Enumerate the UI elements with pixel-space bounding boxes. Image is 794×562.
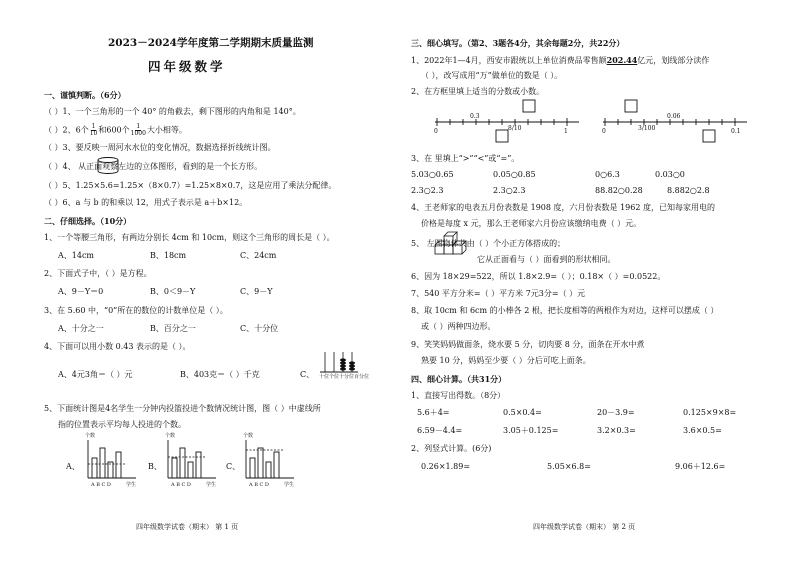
section-1-heading: 一、谨慎判断。（6分）: [44, 90, 126, 100]
choice-q1: 1、一个等腰三角形，有两边分别长 4cm 和 10cm，则这个三角形的周长是（ ）。: [44, 233, 335, 242]
section-4-heading: 四、细心计算。（共31分）: [411, 374, 507, 384]
number-line-2: [601, 98, 751, 146]
chart-c-xlabel: 学生: [284, 482, 295, 488]
fill-q2: 2、在方框里填上适当的分数或小数。: [411, 87, 545, 96]
chart-a-xcats: A B C D: [91, 482, 111, 488]
nl1-label-1: 1: [564, 128, 568, 135]
nl2-label-3-100: 3/100: [638, 125, 656, 132]
exam-subtitle: 四年级数学: [148, 59, 226, 74]
calc-r2-3: 3.2×0.3=: [597, 426, 636, 435]
fill-q5-line2: 它从正面看与（ ）面看到的形状相同。: [477, 255, 616, 264]
calc-r3-2: 5.05×6.8=: [547, 462, 591, 471]
section-3-heading: 三、细心填写。（第2、3题各4分，其余每题2分，共22分）: [411, 38, 625, 48]
calc-r1-3: 20－3.9=: [597, 408, 635, 417]
chart-c-ylabel: 个数: [243, 433, 254, 439]
chart-b-xlabel: 学生: [206, 482, 217, 488]
choice-q2-opt-c: C、9－Y: [240, 287, 273, 296]
calc-r1-1: 5.6＋4=: [417, 408, 450, 417]
fill-q9-line1: 9、笑笑妈妈做面条，烧水要 5 分，切肉要 8 分，面条在开水中煮: [411, 340, 645, 349]
fill-q4-line1: 4、王老师家的电表五月份表数是 1908 度，六月份表数是 1962 度，已知每家用电的: [411, 203, 715, 212]
nl1-label-0: 0: [434, 128, 438, 135]
calc-r1-4: 0.125×9×8=: [683, 408, 737, 417]
section-2-heading: 二、仔细选择。（10分）: [44, 216, 132, 226]
calc-r2-4: 3.6×0.5=: [683, 426, 722, 435]
choice-q5-line2: 指的位置表示平均每人投进的个数。: [58, 420, 186, 429]
chart-a-ylabel: 个数: [85, 433, 96, 439]
choice-q4-opt-b: B、403克＝（ ）千克: [180, 370, 260, 379]
fill-q1-line1: 1、2022年1—4月，西安市跟统以上单位消费品零售额202.44亿元，划线部分读作: [411, 55, 710, 65]
choice-q3-opt-c: C、十分位: [240, 324, 279, 333]
choice-q3: 3、在 5.60 中，“0”所在的数位的计数单位是（ ）。: [44, 306, 228, 315]
choice-q1-opt-b: B、18cm: [150, 251, 187, 260]
judge-q2: （ ）2、6个 $\frac{1}{10}$ 和600个 $\frac{1}{1000}$ 大小相等。: [44, 123, 187, 137]
nl2-label-0-06: 0.06: [667, 113, 681, 120]
fill-q8-line1: 8、取 10cm 和 6cm 的小棒各 2 根，把长度相等的两根作为对边，这样可以摆成（ ）: [411, 306, 719, 315]
page-2-footer: 四年级数学试卷（期末） 第 2 页: [533, 523, 636, 531]
fill-q4-line2: 价格是每度 x 元，那么王老师家六月份应该缴纳电费（ ）元。: [421, 219, 642, 228]
calc-r2-2: 3.05＋0.125=: [503, 426, 559, 435]
cylinder-icon: [96, 157, 120, 175]
page-2: [397, 0, 794, 562]
chart-opt-b-label: B、: [148, 462, 162, 471]
cmp-row1-1: 5.03○0.65: [411, 170, 454, 179]
cmp-row1-4: 0.03○0: [655, 170, 685, 179]
chart-a-xlabel: 学生: [126, 482, 137, 488]
chart-b-xcats: A B C D: [171, 482, 191, 488]
fill-q5-line1: 5、 左图物体共由（ ）个小正方体搭成的；: [411, 239, 566, 248]
fill-q9-line2: 熟要 10 分，妈妈至少要（ ）分后可吃上面条。: [421, 356, 591, 365]
abacus-labels: 十位 个位 十分位 百分位: [319, 374, 370, 380]
choice-q1-opt-a: A、14cm: [58, 251, 95, 260]
nl1-label-8-10: 8/10: [508, 125, 522, 132]
page-1-footer: 四年级数学试卷（期末） 第 1 页: [136, 523, 239, 531]
choice-q2-opt-a: A、9－Y＝0: [58, 287, 104, 296]
choice-q4: 4、下面可以用小数 0.43 表示的是（ ）。: [44, 342, 191, 351]
judge-q5: （ ）5、1.25×5.6=1.25×（8×0.7）=1.25×8×0.7，这是应用了乘法分配律。: [44, 181, 337, 190]
cmp-row2-3: 88.82○0.28: [595, 186, 643, 195]
calc-r1-2: 0.5×0.4=: [503, 408, 542, 417]
calc-r2-1: 6.59－4.4=: [417, 426, 463, 435]
calc-sub2-heading: 2、列竖式计算。(6分): [411, 444, 492, 453]
calc-r3-3: 9.06＋12.6=: [675, 462, 726, 471]
choice-q5-line1: 5、下面统计图是4名学生一分钟内投篮投进个数情况统计图，图（ ）中虚线所: [44, 404, 321, 413]
choice-q4-opt-c: C、: [300, 370, 315, 379]
chart-b-ylabel: 个数: [165, 433, 176, 439]
calc-sub1-heading: 1、直接写出得数。（8分）: [411, 391, 506, 400]
cmp-row1-3: 0○6.3: [595, 170, 620, 179]
exam-title: 2023－2024学年度第二学期期末质量监测: [108, 37, 314, 49]
number-line-1: [433, 98, 583, 146]
nl1-label-0-3: 0.3: [470, 113, 480, 120]
choice-q2: 2、下面式子中，（ ）是方程。: [44, 269, 152, 278]
abacus-figure: [318, 348, 360, 388]
judge-q1: （ ）1、一个三角形的一个 40° 的角截去，剩下图形的内角和是 140°。: [44, 107, 301, 116]
calc-r3-1: 0.26×1.89=: [421, 462, 471, 471]
cmp-row1-2: 0.05○0.85: [493, 170, 536, 179]
chart-opt-a-label: A、: [66, 462, 80, 471]
nl2-label-0-1: 0.1: [731, 128, 741, 135]
judge-q4: （ ）4、 从正面观察左边的立体图形，看到的是一个长方形。: [44, 162, 263, 171]
fill-q7: 7、540 平方分米=（ ）平方米 7元3分=（ ）元: [411, 289, 586, 298]
cmp-row2-1: 2.3○2.3: [411, 186, 444, 195]
fill-q1-line2: （ ），改写成用“万”做单位的数是（ ）。: [421, 71, 563, 80]
chart-c-xcats: A B C D: [249, 482, 269, 488]
choice-q4-opt-a: A、4元3角＝（ ）元: [58, 370, 133, 379]
fill-q6: 6、因为 18×29=522，所以 1.8×2.9=（ ）；0.18×（ ）=0.0522。: [411, 272, 666, 281]
nl2-label-0: 0: [602, 128, 606, 135]
choice-q1-opt-c: C、24cm: [240, 251, 277, 260]
choice-q3-opt-b: B、百分之一: [150, 324, 196, 333]
cmp-row2-2: 2.3○2.3: [493, 186, 526, 195]
cube-stack-figure: [433, 233, 469, 261]
cmp-row2-4: 8.882○2.8: [667, 186, 710, 195]
chart-opt-c-label: C、: [226, 462, 241, 471]
fill-q3: 3、在 里填上“>”“<”或“=”。: [411, 154, 520, 163]
judge-q3: （ ）3、要反映一周河水水位的变化情况，数据选择折线统计图。: [44, 143, 276, 152]
judge-q6: （ ）6、a 与 b 的和乘以 12，用式子表示是 a＋b×12。: [44, 198, 248, 207]
choice-q3-opt-a: A、十分之一: [58, 324, 104, 333]
fill-q8-line2: 或（ ）两种四边形。: [421, 322, 496, 331]
choice-q2-opt-b: B、0＜9－Y: [150, 287, 196, 296]
